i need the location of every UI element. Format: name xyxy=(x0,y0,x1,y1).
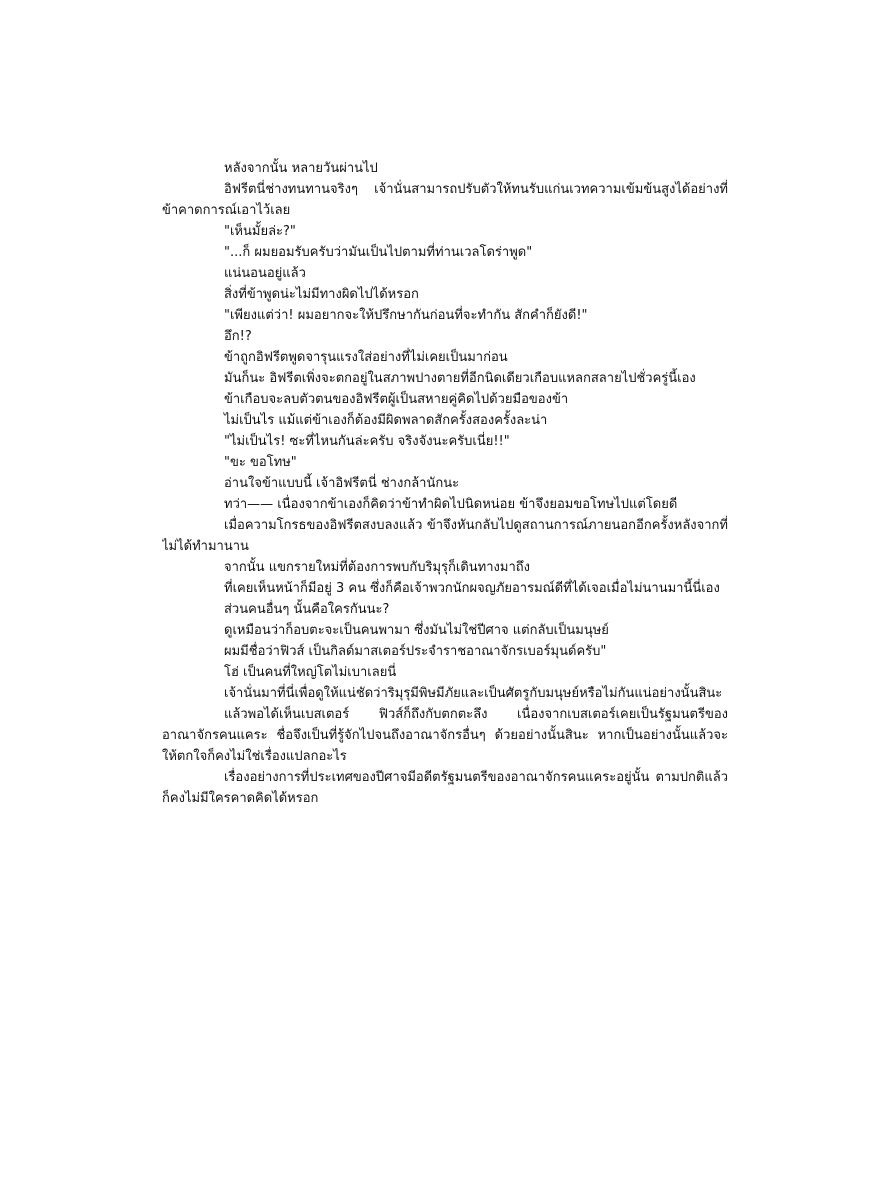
paragraph: แน่นอนอยู่แล้ว xyxy=(224,266,306,281)
paragraph: "...ก็ ผมยอมรับครับว่ามันเป็นไปตามที่ท่านเวลโดร่าพูด" xyxy=(224,245,533,260)
paragraph: "เพียงแต่ว่า! ผมอยากจะให้ปรึกษากันก่อนที่จะทำกัน สักคำก็ยังดี!" xyxy=(224,308,588,323)
paragraph: มันก็นะ อิฟรีตเพิ่งจะตกอยู่ในสภาพปางตายที่อีกนิดเดียวเกือบแหลกสลายไปชั่วครู่นี้เอง xyxy=(224,371,696,386)
paragraph: "ขะ ขอโทษ" xyxy=(224,455,297,470)
document-body xyxy=(162,158,728,809)
paragraph: "เห็นมั้ยล่ะ?" xyxy=(224,224,296,239)
paragraph: ไม่เป็นไร แม้แต่ข้าเองก็ต้องมีผิดพลาดสักครั้งสองครั้งละน่า xyxy=(224,413,548,428)
paragraph: ข้าเกือบจะลบตัวตนของอิฟรีตผู้เป็นสหายคู่คิดไปด้วยมือของข้า xyxy=(224,392,569,407)
paragraph: เจ้านั่นมาที่นี่เพื่อดูให้แน่ชัดว่าริมุรุมีพิษมีภัยและเป็นศัตรูกับมนุษย์หรือไม่กันแน่อย่างนั้นสินะ xyxy=(224,686,723,701)
paragraph: ทว่า—— เนื่องจากข้าเองก็คิดว่าข้าทำผิดไปนิดหน่อย ข้าจึงยอมขอโทษไปแต่โดยดี xyxy=(224,497,678,512)
paragraph: ดูเหมือนว่าก็อบตะจะเป็นคนพามา ซึ่งมันไม่ใช่ปีศาจ แต่กลับเป็นมนุษย์ xyxy=(224,623,609,638)
paragraph: ส่วนคนอื่นๆ นั้นคือใครกันนะ? xyxy=(224,602,390,617)
paragraph: ข้าถูกอิฟรีตพูดจารุนแรงใส่อย่างที่ไม่เคยเป็นมาก่อน xyxy=(224,350,508,365)
paragraph: จากนั้น แขกรายใหม่ที่ต้องการพบกับริมุรุก็เดินทางมาถึง xyxy=(224,560,530,575)
paragraph: อ่านใจข้าแบบนี้ เจ้าอิฟรีตนี่ ช่างกล้านักนะ xyxy=(224,476,460,491)
paragraph: ผมมีชื่อว่าฟิวส์ เป็นกิลด์มาสเตอร์ประจำราชอาณาจักรเบอร์มุนด์ครับ" xyxy=(224,644,607,659)
paragraph: อึก!? xyxy=(224,329,252,344)
paragraph: แล้วพอได้เห็นเบสเตอร์ ฟิวส์ก็ถึงกับตกตะลึง เนื่องจากเบสเตอร์เคยเป็นรัฐมนตรีของอาณาจักรคนแคระ ชื่อจึงเป็นที่รู้จักไปจนถึงอาณาจักรอื่นๆ ด้วยอย่างนั้นสินะ หากเป็นอย่างนั้นแล้วจะให้ตกใจก็คงไม่ใช่เรื่องแปลกอะไร xyxy=(162,707,728,764)
paragraph: ที่เคยเห็นหน้าก็มีอยู่ 3 คน ซึ่งก็คือเจ้าพวกนักผจญภัยอารมณ์ดีที่ได้เจอเมื่อไม่นานมานี้นี่เอง xyxy=(224,581,720,596)
paragraph: อิฟรีตนี่ช่างทนทานจริงๆ เจ้านั่นสามารถปรับตัวให้ทนรับแก่นเวทความเข้มข้นสูงได้อย่างที่ข้าคาดการณ์เอาไว้เลย xyxy=(162,182,728,218)
paragraph: "ไม่เป็นไร! ซะที่ไหนกันล่ะครับ จริงจังนะครับเนี่ย!!" xyxy=(224,434,510,449)
paragraph: โฮ่ เป็นคนที่ใหญ่โตไม่เบาเลยนี่ xyxy=(224,665,397,680)
paragraph: หลังจากนั้น หลายวันผ่านไป xyxy=(224,161,378,176)
paragraph: เมื่อความโกรธของอิฟรีตสงบลงแล้ว ข้าจึงหันกลับไปดูสถานการณ์ภายนอกอีกครั้งหลังจากที่ไม่ได้ทำมานาน xyxy=(162,518,728,554)
paragraph: เรื่องอย่างการที่ประเทศของปีศาจมีอดีตรัฐมนตรีของอาณาจักรคนแคระอยู่นั้น ตามปกติแล้วก็คงไม่มีใครคาดคิดได้หรอก xyxy=(162,770,728,806)
paragraph: สิ่งที่ข้าพูดน่ะไม่มีทางผิดไปได้หรอก xyxy=(224,287,419,302)
